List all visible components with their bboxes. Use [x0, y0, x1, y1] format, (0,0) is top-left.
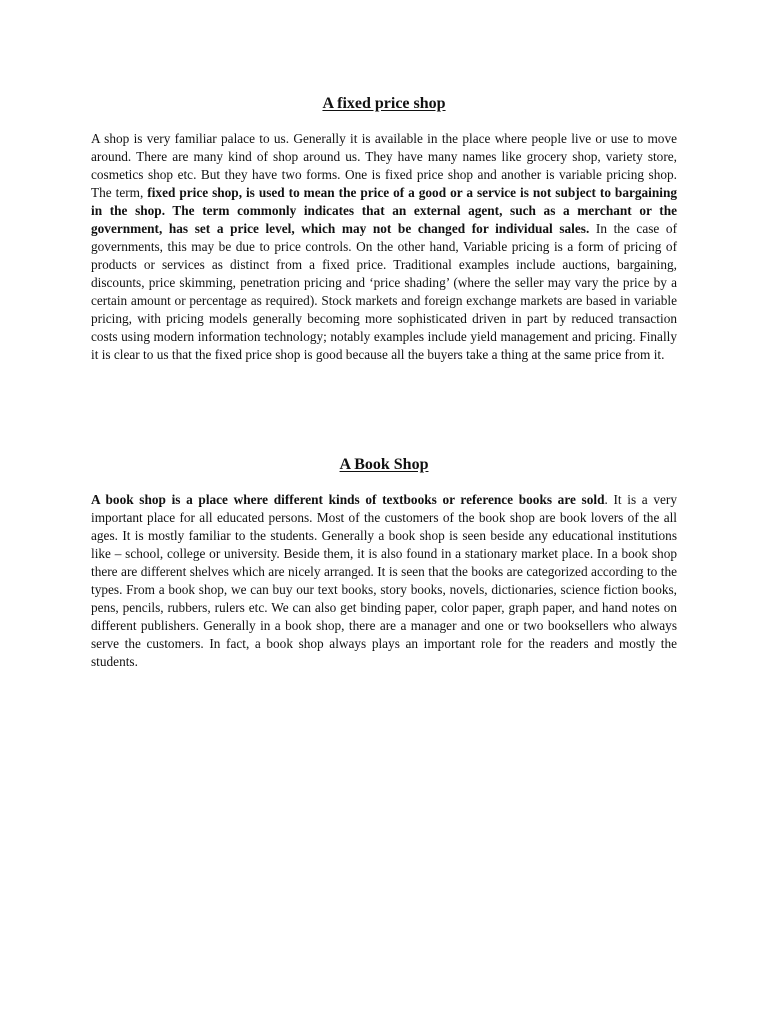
section-paragraph-book-shop [91, 491, 677, 671]
paragraph-bold-text: A book shop is a place where different kinds of textbooks or reference books are sold [91, 492, 605, 507]
section-title-book-shop: A Book Shop [339, 456, 429, 473]
paragraph-text: In the case of governments, this may be due to price controls. On the other hand, Variable pricing is a form of pricing of products or services as distinct from a fixed price. Traditional examples include auctions, bargaining, discounts, price skimming, penetration pricing and ‘price shading’ (where the seller may vary the price by a certain amount or percentage as required). Stock markets and foreign exchange markets are based in variable pricing, with pricing models generally becoming more sophisticated driven in part by reduced transaction costs using modern information technology; notably examples include yield management and pricing. Finally it is clear to us that the fixed price shop is good because all the buyers take a thing at the same price from it. [91, 221, 678, 362]
section-paragraph-fixed-price-shop [91, 130, 677, 364]
section-title-fixed-price-shop: A fixed price shop [322, 95, 446, 112]
paragraph-text: . It is a very important place for all educated persons. Most of the customers of the book shop are book lovers of the all ages. It is mostly familiar to the students. Generally a book shop is seen beside any educational institutions like – school, college or university. Beside them, it is also found in a stationary market place. In a book shop there are different shelves which are nicely arranged. It is seen that the books are categorized according to the types. From a book shop, we can buy our text books, story books, novels, dictionaries, science fiction books, pens, pencils, rubbers, rulers etc. We can also get binding paper, color paper, graph paper, and hand notes on different publishers. Generally in a book shop, there are a manager and one or two booksellers who always serve the customers. In fact, a book shop always plays an important role for the readers and mostly the students. [91, 492, 677, 669]
paragraph-text: A shop is very familiar palace to us. Generally it is available in the place where people live or use to move around. There are many kind of shop around us. They have many names like grocery shop, variety store, cosmetics shop etc. But they have two forms. One is fixed price shop and another is variable pricing shop. The term, [91, 131, 677, 200]
paragraph-bold-text: fixed price shop, is used to mean the price of a good or a service is not subject to bargaining in the shop. The term commonly indicates that an external agent, such as a merchant or the government, has set a price level, which may not be changed for individual sales. [91, 185, 677, 236]
